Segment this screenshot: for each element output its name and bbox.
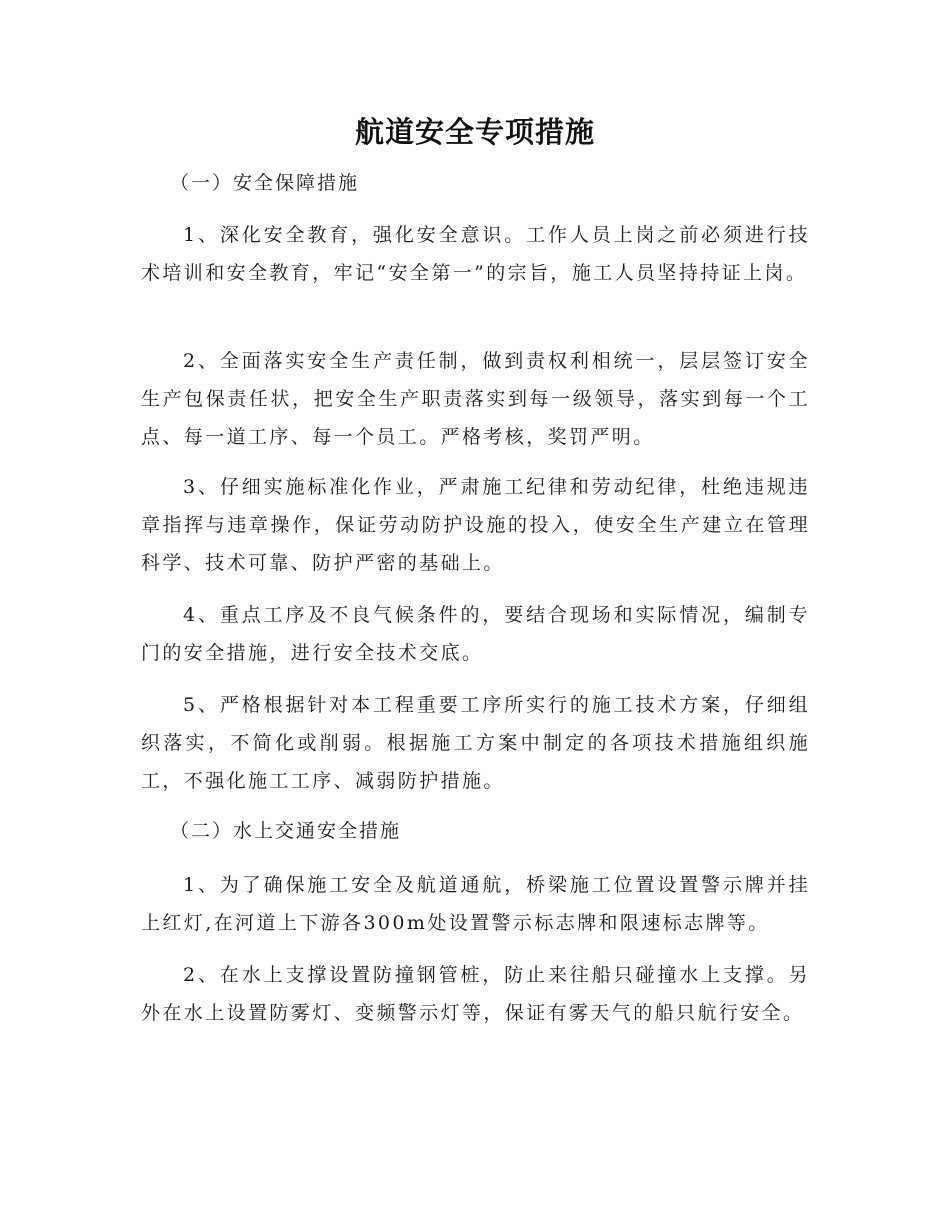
paragraph-1-4: 4、重点工序及不良气候条件的，要结合现场和实际情况，编制专门的安全措施，进行安全技术交底。 [141, 604, 810, 664]
section-heading-water-traffic: （二）水上交通安全措施 [170, 820, 402, 842]
paragraph-2-1: 1、为了确保施工安全及航道通航，桥梁施工位置设置警示牌并挂上红灯,在河道上下游各300m处设置警示标志牌和限速标志牌等。 [141, 874, 810, 934]
paragraph-1-2: 2、全面落实安全生产责任制，做到责权利相统一，层层签订安全生产包保责任状，把安全生产职责落实到每一级领导，落实到每一个工点、每一道工序、每一个员工。严格考核，奖罚严明。 [141, 350, 810, 448]
section-heading-safety-guarantee: （一）安全保障措施 [170, 172, 360, 194]
document-title: 航道安全专项措施 [354, 115, 595, 149]
paragraph-1-5: 5、严格根据针对本工程重要工序所实行的施工技术方案，仔细组织落实，不简化或削弱。根据施工方案中制定的各项技术措施组织施工，不强化施工工序、减弱防护措施。 [141, 694, 810, 792]
paragraph-1-1: 1、深化安全教育，强化安全意识。工作人员上岗之前必须进行技术培训和安全教育，牢记“安全第一”的宗旨，施工人员坚持持证上岗。 [141, 224, 810, 284]
paragraph-2-2: 2、在水上支撑设置防撞钢管桩，防止来往船只碰撞水上支撑。另外在水上设置防雾灯、变频警示灯等，保证有雾天气的船只航行安全。 [141, 964, 810, 1024]
paragraph-1-3: 3、仔细实施标准化作业，严肃施工纪律和劳动纪律，杜绝违规违章指挥与违章操作，保证劳动防护设施的投入，使安全生产建立在管理科学、技术可靠、防护严密的基础上。 [141, 476, 810, 574]
